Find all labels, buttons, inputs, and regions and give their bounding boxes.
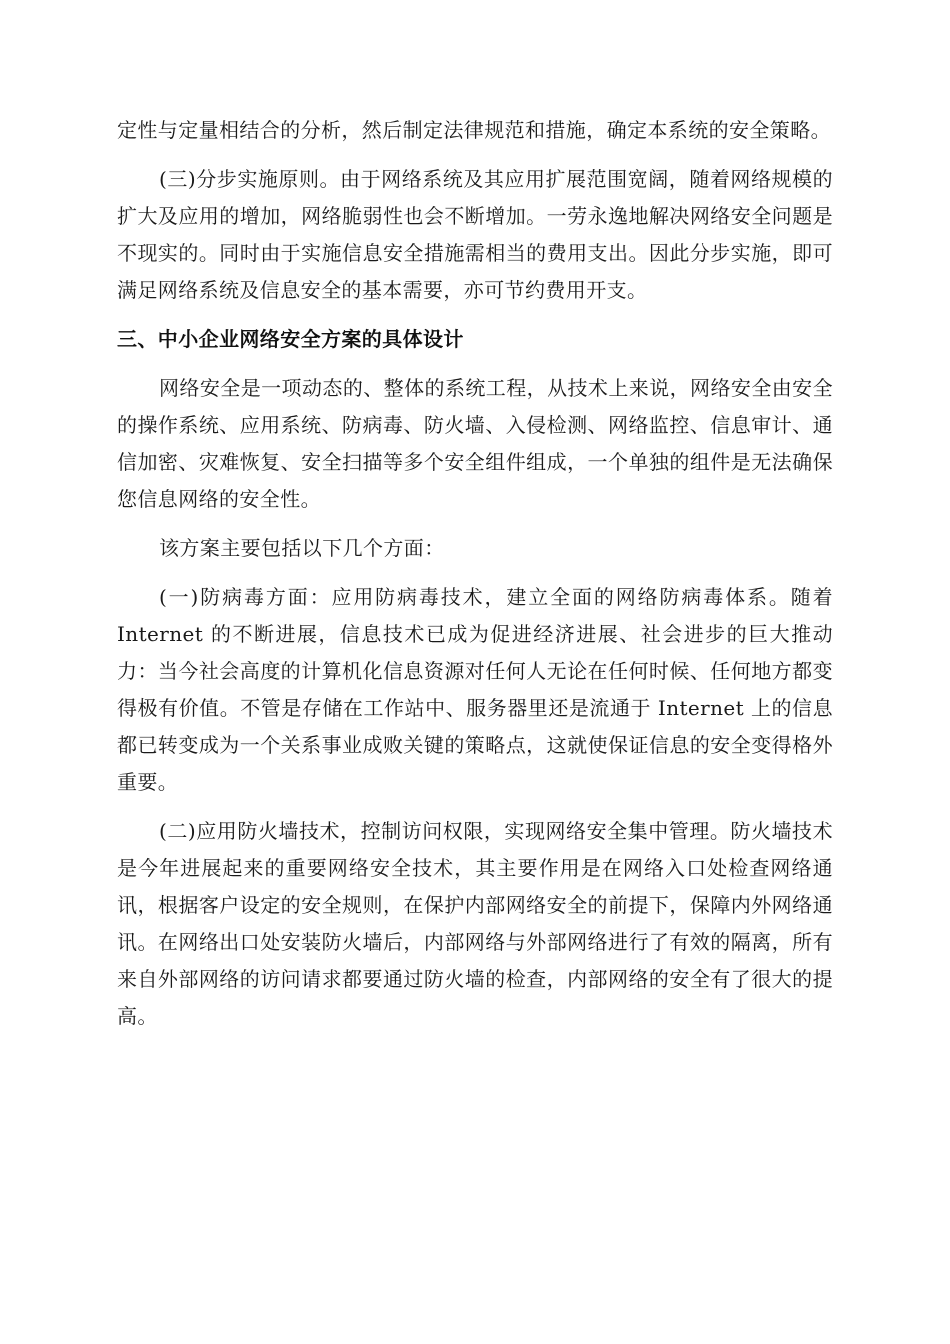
document-body <box>117 112 833 1035</box>
paragraph-antivirus: (一)防病毒方面：应用防病毒技术，建立全面的网络防病毒体系。随着 Internet 的不断进展，信息技术已成为促进经济进展、社会进步的巨大推动力：当今社会高度的计算机化信息资源对任何人无论在任何时候、任何地方都变得极有价值。不管是存储在工作站中、服务器里还是流通于 Internet 上的信息都已转变成为一个关系事业成败关键的策略点，这就使保证信息的安全变得格外重要。 <box>117 585 833 794</box>
paragraph-plan-intro: 该方案主要包括以下几个方面： <box>159 536 445 560</box>
paragraph-security-overview: 网络安全是一项动态的、整体的系统工程，从技术上来说，网络安全由安全的操作系统、应用系统、防病毒、防火墙、入侵检测、网络监控、信息审计、通信加密、灾难恢复、安全扫描等多个安全组件组成，一个单独的组件是无法确保您信息网络的安全性。 <box>117 376 833 511</box>
section-heading: 三、中小企业网络安全方案的具体设计 <box>117 327 464 351</box>
paragraph-firewall: (二)应用防火墙技术，控制访问权限，实现网络安全集中管理。防火墙技术是今年进展起来的重要网络安全技术，其主要作用是在网络入口处检查网络通讯，根据客户设定的安全规则，在保护内部网络安全的前提下，保障内外网络通讯。在网络出口处安装防火墙后，内部网络与外部网络进行了有效的隔离，所有来自外部网络的访问请求都要通过防火墙的检查，内部网络的安全有了很大的提高。 <box>117 819 833 1028</box>
paragraph-phased-implementation: (三)分步实施原则。由于网络系统及其应用扩展范围宽阔，随着网络规模的扩大及应用的增加，网络脆弱性也会不断增加。一劳永逸地解决网络安全问题是不现实的。同时由于实施信息安全措施需相当的费用支出。因此分步实施，即可满足网络系统及信息安全的基本需要，亦可节约费用开支。 <box>117 167 833 302</box>
paragraph-continuation: 定性与定量相结合的分析，然后制定法律规范和措施，确定本系统的安全策略。 <box>117 118 831 142</box>
